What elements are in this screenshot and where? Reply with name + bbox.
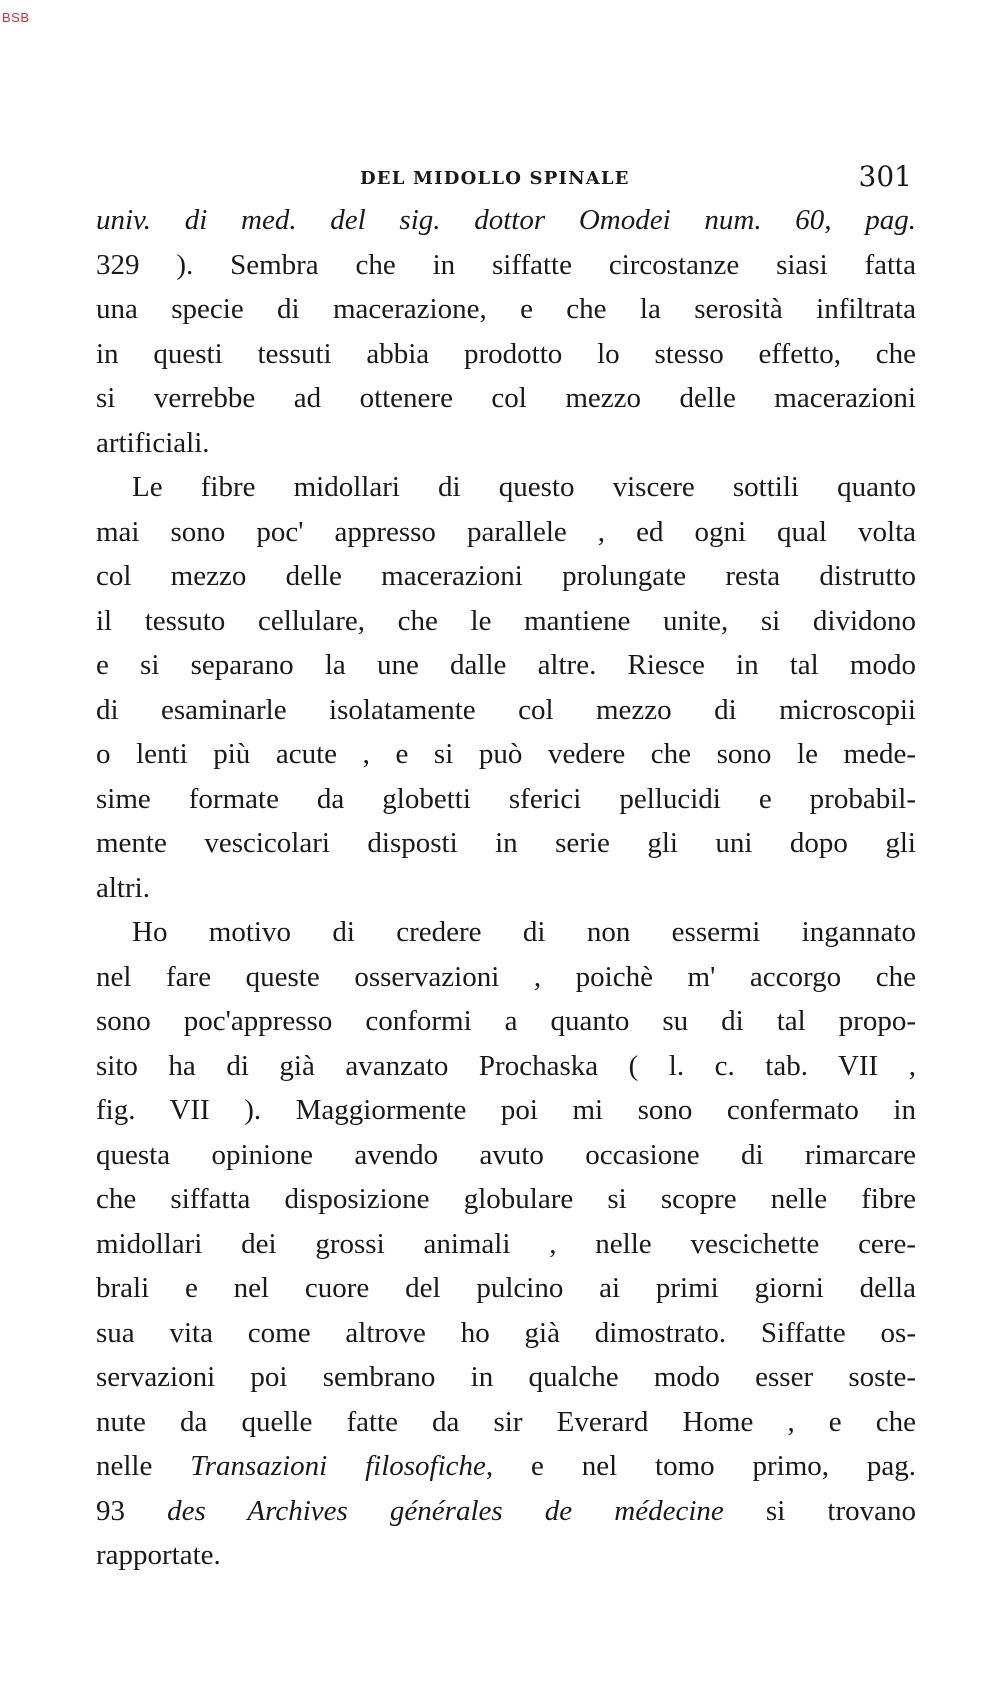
text-line: nelle Transazioni filosofiche, e nel tomo primo, pag.: [96, 1450, 916, 1482]
text-line: sono poc'appresso conformi a quanto su di tal propo-: [96, 1005, 916, 1037]
text-line: questa opinione avendo avuto occasione di rimarcare: [96, 1138, 916, 1171]
text-line: Ho motivo di credere di non essermi ingannato: [132, 916, 916, 948]
text-line: mai sono poc' appresso parallele , ed ogni qual volta: [96, 515, 916, 548]
library-stamp: BSB: [2, 10, 30, 25]
text-line: col mezzo delle macerazioni prolungate resta distrutto: [96, 560, 916, 592]
text-line: mente vescicolari disposti in serie gli uni dopo gli: [96, 827, 916, 859]
text-line: e si separano la une dalle altre. Riesce in tal modo: [96, 649, 916, 681]
text-line: Le fibre midollari di questo viscere sottili quanto: [132, 471, 916, 503]
text-line: fig. VII ). Maggiormente poi mi sono confermato in: [96, 1094, 916, 1126]
text-line: nute da quelle fatte da sir Everard Home , e che: [96, 1405, 916, 1438]
text-line: di esaminarle isolatamente col mezzo di microscopii: [96, 693, 916, 726]
text-line: altri.: [96, 871, 150, 904]
text-line: midollari dei grossi animali , nelle vescichette cere-: [96, 1227, 916, 1260]
text-line: sua vita come altrove ho già dimostrato. Siffatte os-: [96, 1316, 916, 1349]
running-header: [100, 160, 912, 200]
text-line: il tessuto cellulare, che le mantiene unite, si dividono: [96, 604, 916, 637]
page-number: 301: [858, 160, 912, 193]
text-line: univ. di med. del sig. dottor Omodei num. 60, pag.: [96, 204, 916, 236]
text-line: 329 ). Sembra che in siffatte circostanze siasi fatta: [96, 248, 916, 281]
text-line: 93 des Archives générales de médecine si trovano: [96, 1494, 916, 1527]
text-line: rapportate.: [96, 1539, 221, 1571]
text-line: una specie di macerazione, e che la serosità infiltrata: [96, 293, 916, 325]
chapter-title: DEL MIDOLLO SPINALE: [360, 168, 630, 189]
text-line: brali e nel cuore del pulcino ai primi giorni della: [96, 1272, 916, 1304]
body-text: [96, 198, 916, 1578]
text-line: artificiali.: [96, 426, 210, 459]
text-line: si verrebbe ad ottenere col mezzo delle macerazioni: [96, 382, 916, 414]
text-line: servazioni poi sembrano in qualche modo esser soste-: [96, 1361, 916, 1393]
text-line: o lenti più acute , e si può vedere che sono le mede-: [96, 738, 916, 770]
text-line: in questi tessuti abbia prodotto lo stesso effetto, che: [96, 337, 916, 370]
text-line: sito ha di già avanzato Prochaska ( l. c. tab. VII ,: [96, 1049, 916, 1082]
text-line: nel fare queste osservazioni , poichè m' accorgo che: [96, 960, 916, 993]
text-line: che siffatta disposizione globulare si scopre nelle fibre: [96, 1183, 916, 1215]
text-line: sime formate da globetti sferici pellucidi e probabil-: [96, 782, 916, 815]
